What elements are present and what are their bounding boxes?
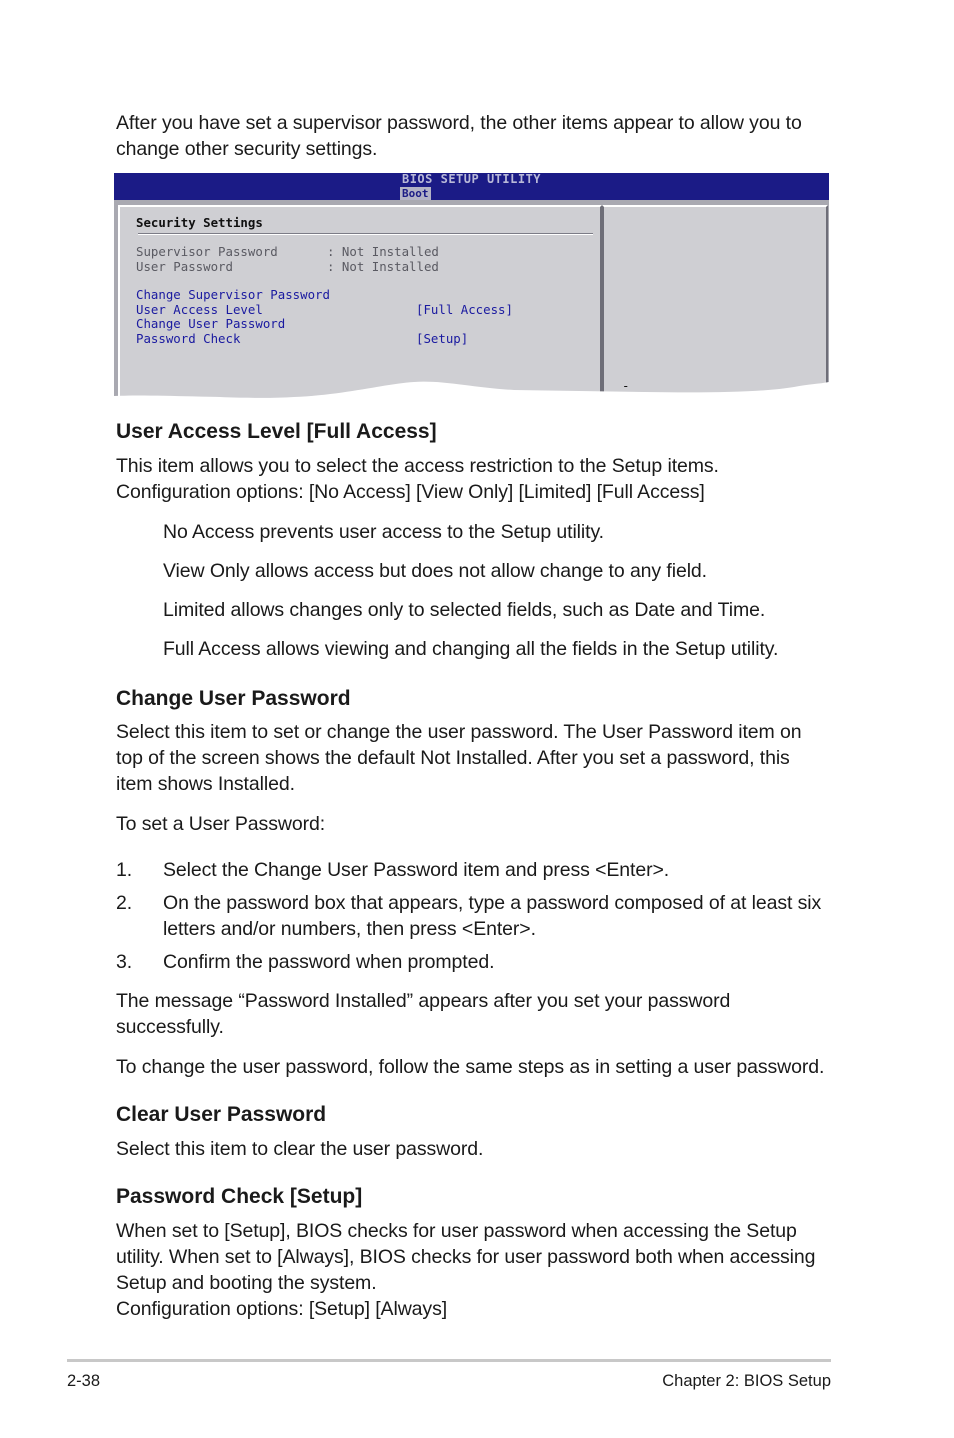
s3-paragraph: Select this item to clear the user password. xyxy=(116,1138,484,1160)
step-number-1: 1. xyxy=(116,859,133,881)
bios-section-title: Security Settings xyxy=(136,215,263,230)
intro-line-1: After you have set a supervisor password, the other items appear to allow you to xyxy=(116,112,802,134)
bios-help-panel xyxy=(602,205,828,397)
bios-user-password-label: User Password xyxy=(136,259,233,274)
s1-paragraph-1: This item allows you to select the access restriction to the Setup items. xyxy=(116,455,719,477)
bios-password-check-value[interactable]: [Setup] xyxy=(416,331,469,346)
intro-line-2: change other security settings. xyxy=(116,138,378,160)
torn-edge xyxy=(114,378,829,401)
s4-paragraph-line-3: Setup and booting the system. xyxy=(116,1272,377,1294)
bios-tab-boot[interactable]: Boot xyxy=(402,187,429,200)
bios-help-marker: - xyxy=(622,378,630,393)
s2-paragraph-line-2: top of the screen shows the default Not Installed. After you set a password, this xyxy=(116,747,790,769)
s2-message-line-1: The message “Password Installed” appears after you set your password xyxy=(116,990,731,1012)
s1-option-view-only: View Only allows access but does not allow change to any field. xyxy=(163,560,707,582)
s1-option-no-access: No Access prevents user access to the Setup utility. xyxy=(163,521,604,543)
step-2-line-2: letters and/or numbers, then press <Enter>. xyxy=(163,918,536,940)
bios-user-password-value: : Not Installed xyxy=(327,259,439,274)
heading-user-access-level: User Access Level [Full Access] xyxy=(116,420,437,443)
step-number-3: 3. xyxy=(116,951,133,973)
step-1: Select the Change User Password item and press <Enter>. xyxy=(163,859,670,881)
bios-user-access-level[interactable]: User Access Level xyxy=(136,302,263,317)
s4-paragraph-line-4: Configuration options: [Setup] [Always] xyxy=(116,1298,448,1320)
s2-change-note: To change the user password, follow the same steps as in setting a user password. xyxy=(116,1056,825,1078)
bios-screenshot xyxy=(114,173,829,401)
page-number: 2-38 xyxy=(67,1372,101,1390)
s2-to-set: To set a User Password: xyxy=(116,813,326,835)
bios-divider xyxy=(138,233,593,235)
step-2-line-1: On the password box that appears, type a password composed of at least six xyxy=(163,892,822,914)
bios-password-check[interactable]: Password Check xyxy=(136,331,241,346)
step-number-2: 2. xyxy=(116,892,133,914)
heading-change-user-password: Change User Password xyxy=(116,687,351,710)
heading-clear-user-password: Clear User Password xyxy=(116,1103,327,1126)
footer-rule xyxy=(67,1359,831,1362)
chapter-title: Chapter 2: BIOS Setup xyxy=(662,1372,831,1390)
s4-paragraph-line-1: When set to [Setup], BIOS checks for user password when accessing the Setup xyxy=(116,1220,797,1242)
s1-paragraph-2: Configuration options: [No Access] [View Only] [Limited] [Full Access] xyxy=(116,481,705,503)
bios-supervisor-password-label: Supervisor Password xyxy=(136,244,278,259)
s1-option-full-access: Full Access allows viewing and changing all the fields in the Setup utility. xyxy=(163,638,779,660)
s4-paragraph-line-2: utility. When set to [Always], BIOS checks for user password both when accessing xyxy=(116,1246,816,1268)
bios-change-user-password[interactable]: Change User Password xyxy=(136,316,286,331)
bios-change-supervisor-password[interactable]: Change Supervisor Password xyxy=(136,287,330,302)
step-3: Confirm the password when prompted. xyxy=(163,951,495,973)
s2-paragraph-line-3: item shows Installed. xyxy=(116,773,295,795)
s2-paragraph-line-1: Select this item to set or change the user password. The User Password item on xyxy=(116,721,802,743)
bios-left-panel xyxy=(118,205,602,397)
heading-password-check: Password Check [Setup] xyxy=(116,1185,363,1208)
bios-user-access-level-value[interactable]: [Full Access] xyxy=(416,302,513,317)
bios-supervisor-password-value: : Not Installed xyxy=(327,244,439,259)
s1-option-limited: Limited allows changes only to selected fields, such as Date and Time. xyxy=(163,599,766,621)
bios-title-bar xyxy=(114,173,829,200)
s2-message-line-2: successfully. xyxy=(116,1016,224,1038)
bios-title: BIOS SETUP UTILITY xyxy=(401,173,542,186)
